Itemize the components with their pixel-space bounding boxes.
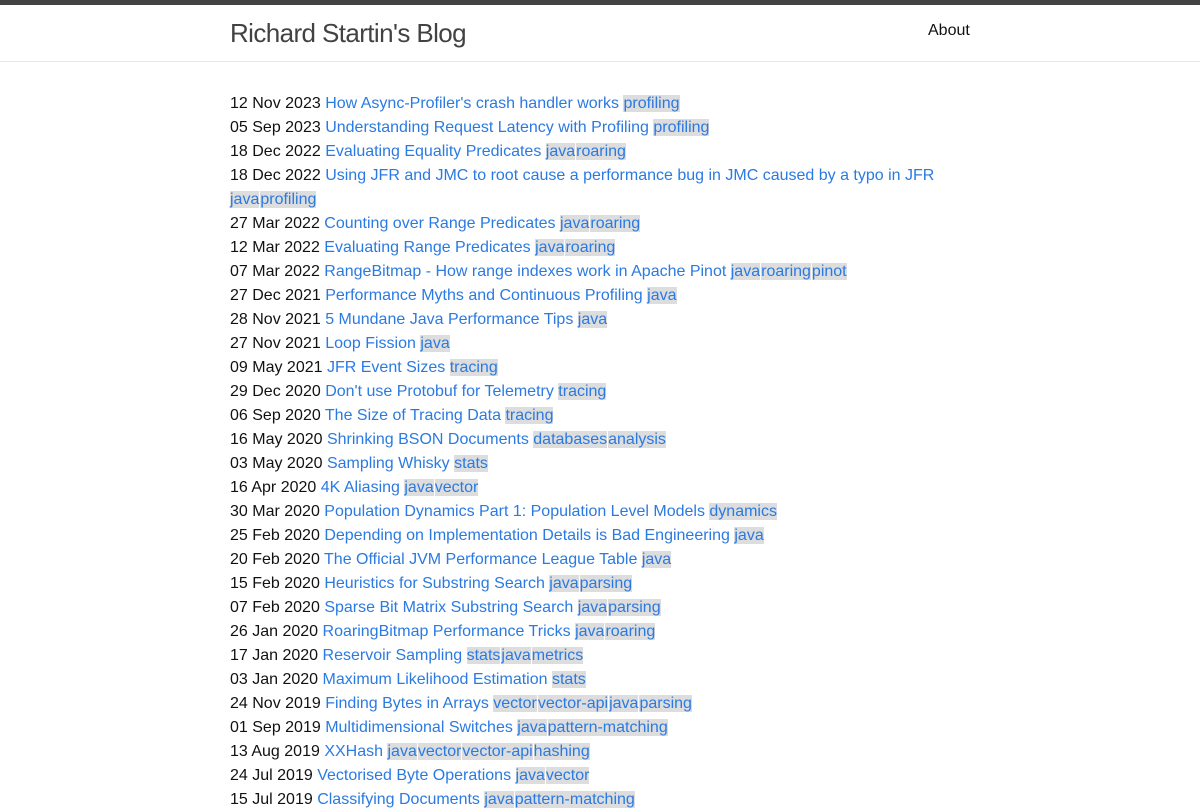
post-tag[interactable]: java — [484, 791, 514, 808]
post-title-link[interactable]: XXHash — [324, 743, 384, 760]
post-tag[interactable]: vector — [545, 767, 590, 784]
post-title-link[interactable]: 4K Aliasing — [320, 479, 400, 496]
post-tag[interactable]: roaring — [576, 143, 626, 160]
post-tag[interactable]: profiling — [653, 119, 710, 136]
post-item — [230, 692, 970, 716]
post-item — [230, 380, 970, 404]
post-item — [230, 308, 970, 332]
post-item — [230, 596, 970, 620]
post-tag[interactable]: vector — [434, 479, 479, 496]
post-date: 27 Dec 2021 — [230, 287, 321, 304]
post-tag[interactable]: profiling — [623, 95, 680, 112]
post-item — [230, 644, 970, 668]
post-title-link[interactable]: Sparse Bit Matrix Substring Search — [324, 599, 574, 616]
post-tag[interactable]: roaring — [590, 215, 641, 232]
post-tag[interactable]: java — [609, 695, 639, 712]
post-tag[interactable]: stats — [551, 671, 586, 688]
post-tag[interactable]: java — [420, 335, 450, 352]
post-date: 20 Feb 2020 — [230, 551, 320, 568]
post-date: 03 May 2020 — [230, 455, 323, 472]
post-tag[interactable]: java — [515, 767, 545, 784]
post-date: 12 Mar 2022 — [230, 239, 320, 256]
post-title-link[interactable]: RangeBitmap - How range indexes work in Apache Pinot — [324, 263, 727, 280]
post-title-link[interactable]: Understanding Request Latency with Profiling — [325, 119, 649, 136]
post-tag[interactable]: java — [501, 647, 531, 664]
post-tag[interactable]: pattern-matching — [514, 791, 635, 808]
post-tag[interactable]: parsing — [639, 695, 692, 712]
post-date: 15 Feb 2020 — [230, 575, 320, 592]
post-date: 18 Dec 2022 — [230, 167, 321, 184]
post-tag[interactable]: roaring — [565, 239, 616, 256]
post-date: 09 May 2021 — [230, 359, 323, 376]
post-date: 24 Jul 2019 — [230, 767, 313, 784]
post-item — [230, 548, 970, 572]
post-date: 05 Sep 2023 — [230, 119, 321, 136]
post-title-link[interactable]: Shrinking BSON Documents — [326, 431, 529, 448]
post-item — [230, 92, 970, 116]
post-date: 13 Aug 2019 — [230, 743, 320, 760]
post-tag[interactable]: java — [577, 599, 608, 616]
post-title-link[interactable]: The Official JVM Performance League Table — [324, 551, 638, 568]
post-tag[interactable]: pattern-matching — [547, 719, 668, 736]
post-title-link[interactable]: Performance Myths and Continuous Profiling — [325, 287, 643, 304]
post-date: 16 May 2020 — [230, 431, 323, 448]
post-tag[interactable]: analysis — [608, 431, 666, 448]
post-item — [230, 164, 970, 212]
post-title-link[interactable]: Vectorised Byte Operations — [317, 767, 512, 784]
post-date: 03 Jan 2020 — [230, 671, 319, 688]
post-item — [230, 788, 970, 812]
post-item — [230, 116, 970, 140]
post-date: 26 Jan 2020 — [230, 623, 319, 640]
post-date: 15 Jul 2019 — [230, 791, 313, 808]
post-title-link[interactable]: Population Dynamics Part 1: Population Level Models — [324, 503, 705, 520]
post-title-link[interactable]: Don't use Protobuf for Telemetry — [325, 383, 554, 400]
post-tag[interactable]: hashing — [533, 743, 590, 760]
post-date: 27 Nov 2021 — [230, 335, 321, 352]
post-item — [230, 404, 970, 428]
post-tag[interactable]: stats — [454, 455, 488, 472]
post-tag[interactable]: java — [734, 527, 764, 544]
site-header — [0, 5, 1200, 62]
post-item — [230, 572, 970, 596]
post-title-link[interactable]: The Size of Tracing Data — [324, 407, 501, 424]
post-tag[interactable]: vector — [417, 743, 462, 760]
post-item — [230, 260, 970, 284]
post-title-link[interactable]: Reservoir Sampling — [322, 647, 463, 664]
post-tag[interactable]: databases — [533, 431, 608, 448]
post-item — [230, 740, 970, 764]
post-title-link[interactable]: Loop Fission — [325, 335, 416, 352]
post-tag[interactable]: vector-api — [462, 743, 533, 760]
post-tag[interactable]: java — [404, 479, 434, 496]
post-tag[interactable]: parsing — [608, 599, 661, 616]
post-title-link[interactable]: Heuristics for Substring Search — [324, 575, 545, 592]
post-tag[interactable]: java — [730, 263, 761, 280]
post-tag[interactable]: tracing — [558, 383, 607, 400]
post-tag[interactable]: stats — [466, 647, 501, 664]
post-title-link[interactable]: JFR Event Sizes — [326, 359, 446, 376]
post-title-link[interactable]: 5 Mundane Java Performance Tips — [325, 311, 574, 328]
post-date: 25 Feb 2020 — [230, 527, 320, 544]
post-date: 28 Nov 2021 — [230, 311, 321, 328]
post-tag[interactable]: vector-api — [537, 695, 609, 712]
site-title-link[interactable]: Richard Startin's Blog — [230, 18, 466, 48]
post-title-link[interactable]: RoaringBitmap Performance Tricks — [322, 623, 571, 640]
post-tag[interactable]: java — [230, 191, 260, 208]
post-item — [230, 524, 970, 548]
post-title-link[interactable]: Maximum Likelihood Estimation — [322, 671, 548, 688]
post-item — [230, 668, 970, 692]
post-tag[interactable]: java — [641, 551, 672, 568]
post-tag[interactable]: java — [517, 719, 547, 736]
post-title-link[interactable]: Evaluating Equality Predicates — [325, 143, 542, 160]
post-title-link[interactable]: Sampling Whisky — [326, 455, 450, 472]
post-title-link[interactable]: Counting over Range Predicates — [324, 215, 556, 232]
post-item — [230, 428, 970, 452]
post-tag[interactable]: java — [535, 239, 565, 256]
post-list — [230, 92, 970, 812]
post-item — [230, 716, 970, 740]
post-item — [230, 236, 970, 260]
post-title-link[interactable]: Using JFR and JMC to root cause a performance bug in JMC caused by a typo in JFR — [325, 167, 935, 184]
post-item — [230, 500, 970, 524]
post-title-link[interactable]: Finding Bytes in Arrays — [325, 695, 489, 712]
post-title-link[interactable]: Classifying Documents — [317, 791, 480, 808]
post-title-link[interactable]: Evaluating Range Predicates — [324, 239, 531, 256]
post-item — [230, 212, 970, 236]
post-date: 29 Dec 2020 — [230, 383, 321, 400]
post-date: 12 Nov 2023 — [230, 95, 321, 112]
post-date: 27 Mar 2022 — [230, 215, 320, 232]
post-tag[interactable]: java — [575, 623, 605, 640]
post-tag[interactable]: parsing — [579, 575, 633, 592]
post-date: 18 Dec 2022 — [230, 143, 321, 160]
post-item — [230, 620, 970, 644]
post-tag[interactable]: pinot — [811, 263, 847, 280]
post-tag[interactable]: java — [560, 215, 590, 232]
post-tag[interactable]: profiling — [260, 191, 317, 208]
post-item — [230, 356, 970, 380]
post-tag[interactable]: java — [545, 143, 576, 160]
post-title-link[interactable]: Multidimensional Switches — [325, 719, 513, 736]
post-tag[interactable]: java — [549, 575, 579, 592]
post-tag[interactable]: dynamics — [709, 503, 777, 520]
post-tag[interactable]: roaring — [761, 263, 811, 280]
post-tag[interactable]: java — [387, 743, 417, 760]
post-date: 07 Feb 2020 — [230, 599, 320, 616]
post-item — [230, 284, 970, 308]
post-tag[interactable]: java — [577, 311, 608, 328]
post-date: 07 Mar 2022 — [230, 263, 320, 280]
nav-about-link[interactable]: About — [928, 22, 970, 39]
post-item — [230, 332, 970, 356]
post-title-link[interactable]: Depending on Implementation Details is Bad Engineering — [324, 527, 730, 544]
post-date: 16 Apr 2020 — [230, 479, 317, 496]
post-tag[interactable]: metrics — [531, 647, 584, 664]
post-item — [230, 140, 970, 164]
post-date: 30 Mar 2020 — [230, 503, 320, 520]
post-item — [230, 476, 970, 500]
post-title-link[interactable]: How Async-Profiler's crash handler works — [325, 95, 620, 112]
post-item — [230, 452, 970, 476]
post-tag[interactable]: java — [647, 287, 677, 304]
post-item — [230, 764, 970, 788]
post-date: 24 Nov 2019 — [230, 695, 321, 712]
post-date: 06 Sep 2020 — [230, 407, 321, 424]
post-tag[interactable]: vector — [493, 695, 537, 712]
post-date: 01 Sep 2019 — [230, 719, 321, 736]
post-tag[interactable]: tracing — [505, 407, 554, 424]
post-tag[interactable]: tracing — [449, 359, 498, 376]
post-tag[interactable]: roaring — [605, 623, 656, 640]
post-date: 17 Jan 2020 — [230, 647, 319, 664]
